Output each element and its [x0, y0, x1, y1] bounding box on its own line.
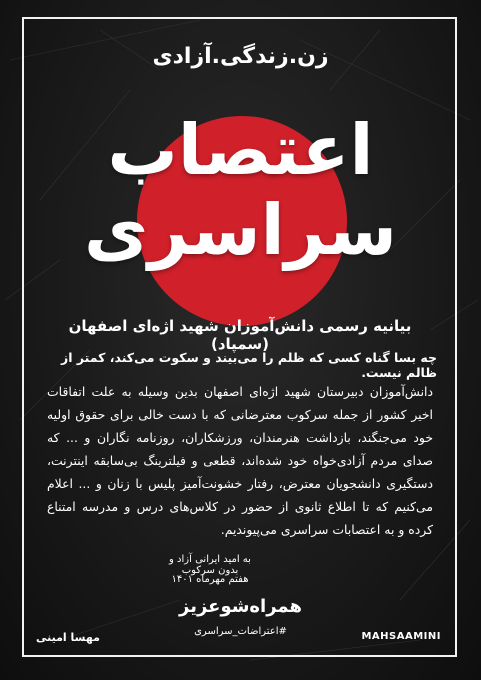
signoff-hope: به امید ایرانی آزاد و بدون سرکوب — [169, 554, 251, 576]
statement-title: بیانیه رسمی دانش‌آموزان شهید اژه‌ای اصفهان (سمپاد) — [68, 317, 412, 353]
name-latin: MAHSAAMINI — [361, 631, 441, 642]
hashtag-sub: #اعتراضات_سراسری — [194, 626, 287, 637]
headline-nationwide: سراسری — [84, 189, 397, 271]
slogan: زن.زندگی.آزادی — [152, 44, 329, 69]
statement-body: دانش‌آموزان دبیرستان شهید اژه‌ای اصفهان بدین وسیله به علت اتفاقات اخیر کشور از جمله سرکوب معترضانی که با دست خالی برای حقوق اولیه خود می‌جنگند، بازداشت هنرمندان، ورزشکاران، روزنامه نگاران و ... که صدای مردم آزادی‌خواه خود شده‌اند، قطعی و فیلترینگ بی‌سابقه اینترنت، دستگیری دانشجویان معترض، رفتار خشونت‌آمیز پلیس با زنان و ... اعلام می‌کنیم که تا اطلاع ثانوی از حضور در کلاس‌های درس و مدرسه امتناع کرده و به اعتصابات سراسری می‌پیوندیم. — [47, 384, 433, 537]
name-persian: مهسا امینی — [36, 631, 100, 644]
hashtag-main: همراه‌شو‌عزیز — [179, 596, 302, 617]
signoff-date: هفتم مهرماه ۱۴۰۱ — [171, 574, 249, 585]
lead-quote: چه بسا گناه کسی که ظلم را می‌بیند و سکوت می‌کند، کمتر از ظالم نیست. — [61, 350, 437, 380]
headline-strike: اعتصاب — [107, 109, 374, 191]
